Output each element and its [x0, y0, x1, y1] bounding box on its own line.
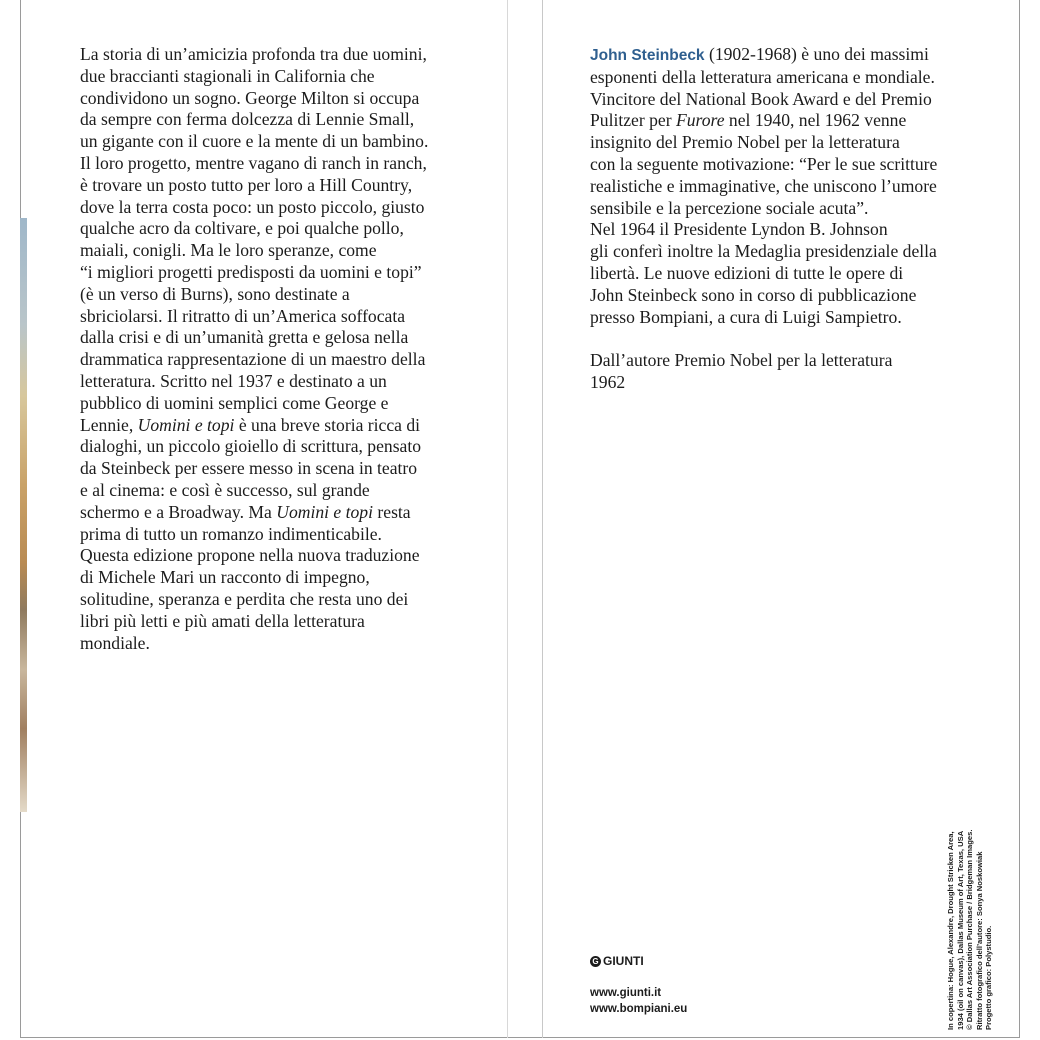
blurb-line: dialoghi, un piccolo gioiello di scrittura, pensato	[80, 436, 422, 457]
bio-line: realistiche e immaginative, che uniscono l’umore	[590, 175, 937, 196]
bio-line: libertà. Le nuove edizioni di tutte le opere di	[590, 262, 904, 283]
blurb-line: qualche acro da coltivare, e poi qualche pollo,	[80, 218, 404, 239]
credit-line: © Dallas Art Association Purchase / Bridgeman Images.	[965, 829, 975, 1030]
blurb-line: drammatica rappresentazione di un maestro della	[80, 349, 426, 370]
bio-line: sensibile e la percezione sociale acuta”.	[590, 197, 869, 218]
blurb-line: mondiale.	[80, 632, 150, 653]
blurb-line: da Steinbeck per essere messo in scena in teatro	[80, 458, 418, 479]
publisher-logo-text: GIUNTI	[603, 954, 644, 968]
blurb-line: dove la terra costa poco: un posto piccolo, giusto	[80, 196, 425, 217]
bio-line: con la seguente motivazione: “Per le sue scritture	[590, 153, 938, 174]
blurb-line: di Michele Mari un racconto di impegno,	[80, 567, 370, 588]
fold-line-left	[507, 0, 508, 1038]
fold-line-right	[542, 0, 543, 1038]
bio-line: John Steinbeck sono in corso di pubblicazione	[590, 284, 917, 305]
blurb-line: un gigante con il cuore e la mente di un bambino.	[80, 131, 429, 152]
giunti-logo-icon: G	[590, 956, 601, 967]
author-bio-column	[590, 44, 1000, 394]
award-note	[590, 350, 1000, 394]
blurb-paragraph	[80, 44, 490, 654]
blurb-line: Il loro progetto, mentre vagano di ranch in ranch,	[80, 152, 427, 173]
publisher-urls	[590, 985, 687, 1017]
credit-line: Progetto grafico: Polystudio.	[984, 925, 994, 1030]
blurb-line: Lennie, Uomini e topi è una breve storia ricca di	[80, 414, 421, 435]
blurb-line: è trovare un posto tutto per loro a Hill Country,	[80, 174, 413, 195]
blurb-line: letteratura. Scritto nel 1937 e destinato a un	[80, 370, 387, 391]
blurb-line: dalla crisi e di un’umanità gretta e gelosa nella	[80, 327, 409, 348]
blurb-line: maiali, conigli. Ma le loro speranze, come	[80, 240, 377, 261]
award-line: 1962	[590, 371, 626, 392]
blurb-column	[80, 44, 490, 654]
bio-line: presso Bompiani, a cura di Luigi Sampietro.	[590, 306, 902, 327]
publisher-url: www.bompiani.eu	[590, 1003, 688, 1015]
bio-line: insignito del Premio Nobel per la letteratura	[590, 132, 900, 153]
blurb-line: “i migliori progetti predisposti da uomini e topi”	[80, 261, 422, 282]
bio-first-line	[590, 44, 1000, 67]
blurb-line: sbriciolarsi. Il ritratto di un’America soffocata	[80, 305, 406, 326]
publisher-url: www.giunti.it	[590, 987, 662, 999]
blurb-line: (è un verso di Burns), sono destinate a	[80, 283, 350, 304]
blurb-line: e al cinema: e così è successo, sul grande	[80, 479, 370, 500]
bio-line: Vincitore del National Book Award e del Premio	[590, 88, 932, 109]
blurb-line: da sempre con ferma dolcezza di Lennie Small,	[80, 109, 415, 130]
blurb-line: pubblico di uomini semplici come George e	[80, 392, 389, 413]
bio-line: gli conferì inoltre la Medaglia presidenziale della	[590, 241, 937, 262]
paragraph-gap	[590, 328, 1000, 350]
image-credits	[946, 830, 994, 1030]
author-name: John Steinbeck	[590, 47, 705, 64]
blurb-line: due braccianti stagionali in California che	[80, 65, 375, 86]
publisher-logo	[590, 954, 644, 968]
blurb-line: Questa edizione propone nella nuova traduzione	[80, 545, 420, 566]
blurb-line: La storia di un’amicizia profonda tra due uomini,	[80, 44, 427, 64]
award-line: Dall’autore Premio Nobel per la letteratura	[590, 350, 893, 371]
bio-line: Nel 1964 il Presidente Lyndon B. Johnson	[590, 219, 888, 240]
blurb-line: libri più letti e più amati della letteratura	[80, 610, 365, 631]
blurb-line: schermo e a Broadway. Ma Uomini e topi resta	[80, 501, 411, 522]
credit-line: In copertina: Hogue, Alexandre, Drought Stricken Area,	[946, 831, 955, 1030]
bio-line: Pulitzer per Furore nel 1940, nel 1962 venne	[590, 110, 907, 131]
blurb-line: prima di tutto un romanzo indimenticabile.	[80, 523, 382, 544]
credit-line: 1934 (oil on canvas), Dallas Museum of Art, Texas, USA	[955, 830, 965, 1030]
credit-line: Ritratto fotografico dell’autore: Sonya Noskowiak	[974, 851, 984, 1030]
blurb-line: solitudine, speranza e perdita che resta uno dei	[80, 588, 409, 609]
cover-painting-edge	[20, 218, 27, 812]
blurb-line: condividono un sogno. George Milton si occupa	[80, 87, 420, 108]
bio-first-line-text: (1902-1968) è uno dei massimi	[704, 44, 929, 64]
bio-line: esponenti della letteratura americana e mondiale.	[590, 66, 935, 87]
author-bio	[590, 44, 1000, 328]
